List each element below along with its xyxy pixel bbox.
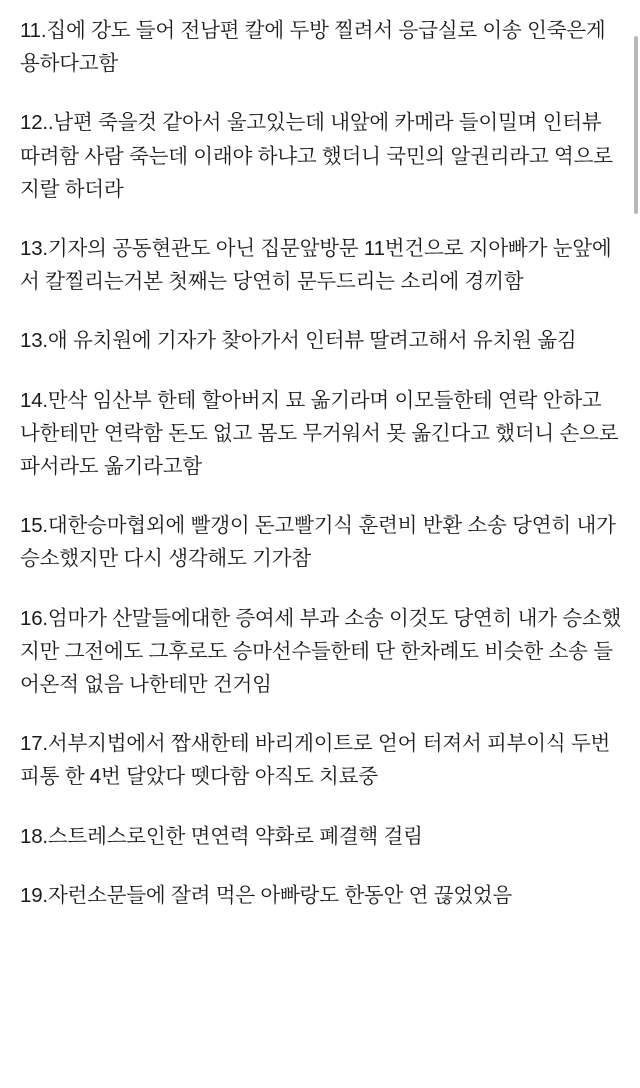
paragraph: 18.스트레스로인한 면연력 약화로 폐결핵 걸림 bbox=[20, 824, 423, 848]
paragraph: 15.대한승마협외에 빨갱이 돈고빨기식 훈련비 반환 소송 당연히 내가 승소했지만 다시 생각해도 기가참 bbox=[20, 514, 622, 571]
paragraph: 19.자런소문들에 잘려 먹은 아빠랑도 한동안 연 끊었었음 bbox=[20, 883, 513, 907]
paragraph: 13.애 유치원에 기자가 찾아가서 인터뷰 딸려고해서 유치원 옮김 bbox=[20, 329, 577, 353]
paragraph: 17.서부지법에서 짭새한테 바리게이트로 얻어 터져서 피부이식 두번 피통 한 4번 달았다 뗏다함 아직도 치료중 bbox=[20, 732, 616, 789]
scrollbar-thumb[interactable] bbox=[634, 36, 638, 214]
paragraph: 12..남편 죽을것 같아서 울고있는데 내앞에 카메라 들이밀며 인터뷰 따려함 사람 죽는데 이래야 하냐고 했더니 국민의 알권리라고 역으로 지랄 하더라 bbox=[20, 111, 619, 201]
vertical-scrollbar[interactable] bbox=[633, 0, 640, 1088]
paragraph: 11.집에 강도 들어 전남편 칼에 두방 찔려서 응급실로 이송 인죽은게 용하다고함 bbox=[20, 19, 612, 76]
paragraph: 16.엄마가 산말들에대한 증여세 부과 소송 이것도 당연히 내가 승소했지만 그전에도 그후로도 승마선수들한테 단 한차례도 비슷한 소송 들어온적 없음 나한테만 건거임 bbox=[20, 606, 622, 697]
paragraph: 14.만삭 임산부 한테 할아버지 묘 옮기라며 이모들한테 연락 안하고 나한테만 연락함 돈도 없고 몸도 무거워서 못 옮긴다고 했더니 손으로 파서라도 옮기라고함 bbox=[20, 388, 624, 479]
paragraph: 13.기자의 공동현관도 아닌 집문앞방문 11번건으로 지아빠가 눈앞에서 칼찔리는거본 첫째는 당연히 문두드리는 소리에 경끼함 bbox=[20, 237, 612, 294]
